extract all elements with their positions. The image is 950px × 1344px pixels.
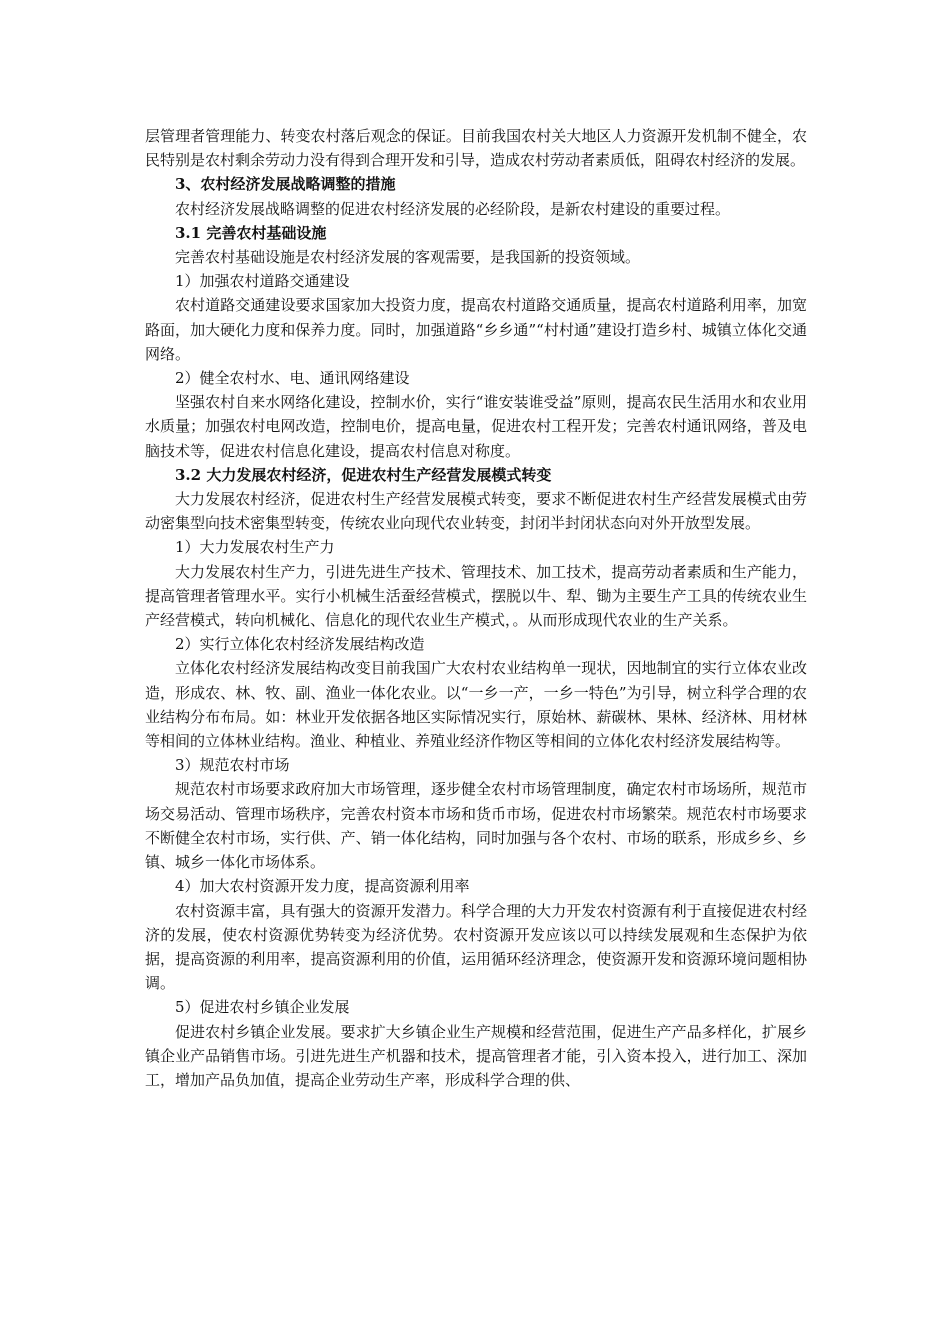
list-item-heading-2: 2）健全农村水、电、通讯网络建设 <box>175 369 410 388</box>
list-item-heading-5: 5）促进农村乡镇企业发展 <box>175 998 350 1017</box>
paragraph-4: 完善农村基础设施是农村经济发展的客观需要，是我国新的投资领域。 <box>175 248 641 267</box>
paragraph-20: 促进农村乡镇企业发展。要求扩大乡镇企业生产规模和经营范围，促进生产产品多样化，扩展乡镇企业产品销售市场。引进先进生产机器和技术，提高管理者才能，引入资本投入，进行加工、深加工，增加产品负加值，提高企业劳动生产率，形成科学合理的供、 <box>145 1022 807 1089</box>
list-item-heading-1: 1）加强农村道路交通建设 <box>175 272 350 291</box>
list-item-heading-1b: 1）大力发展农村生产力 <box>175 538 335 557</box>
list-item-heading-4: 4）加大农村资源开发力度，提高资源利用率 <box>175 877 470 896</box>
list-item-heading-2b: 2）实行立体化农村经济发展结构改造 <box>175 635 425 654</box>
subsection-heading-3-2: 3.2 大力发展农村经济，促进农村生产经营发展模式转变 <box>175 465 552 484</box>
paragraph-6: 农村道路交通建设要求国家加大投资力度，提高农村道路交通质量，提高农村道路利用率，加宽路面，加大硬化力度和保养力度。同时，加强道路“乡乡通”“村村通”建设打造乡村、城镇立体化交通网络。 <box>145 296 807 363</box>
document-page <box>145 124 807 1092</box>
paragraph-16: 规范农村市场要求政府加大市场管理，逐步健全农村市场管理制度，确定农村市场场所，规范市场交易活动、管理市场秩序，完善农村资本市场和货币市场，促进农村市场繁荣。规范农村市场要求不断健全农村市场，实行供、产、销一体化结构，同时加强与各个农村、市场的联系，形成乡乡、乡镇、城乡一体化市场体系。 <box>145 780 807 872</box>
paragraph-0: 层管理者管理能力、转变农村落后观念的保证。目前我国农村关大地区人力资源开发机制不健全，农民特别是农村剩余劳动力没有得到合理开发和引导，造成农村劳动者素质低，阻碍农村经济的发展。 <box>145 127 807 170</box>
list-item-heading-3: 3）规范农村市场 <box>175 756 290 775</box>
paragraph-18: 农村资源丰富，具有强大的资源开发潜力。科学合理的大力开发农村资源有利于直接促进农村经济的发展，使农村资源优势转变为经济优势。农村资源开发应该以可以持续发展观和生态保护为依据，提高资源的利用率，提高资源利用的价值，运用循环经济理念，使资源开发和资源环境问题相协调。 <box>145 901 807 993</box>
subsection-heading-3-1: 3.1 完善农村基础设施 <box>175 223 327 242</box>
paragraph-2: 农村经济发展战略调整的促进农村经济发展的必经阶段，是新农村建设的重要过程。 <box>175 199 731 218</box>
paragraph-10: 大力发展农村经济，促进农村生产经营发展模式转变，要求不断促进农村生产经营发展模式由劳动密集型向技术密集型转变，传统农业向现代农业转变，封闭半封闭状态向对外开放型发展。 <box>145 490 807 533</box>
paragraph-14: 立体化农村经济发展结构改变目前我国广大农村农业结构单一现状，因地制宜的实行立体农业改造，形成农、林、牧、副、渔业一体化农业。以“一乡一产，一乡一特色”为引导，树立科学合理的农业结构分布布局。如：林业开发依据各地区实际情况实行，原始林、薪碳林、果林、经济林、用材林等相间的立体林业结构。渔业、种植业、养殖业经济作物区等相间的立体化农村经济发展结构等。 <box>145 659 807 751</box>
paragraph-12: 大力发展农村生产力，引进先进生产技术、管理技术、加工技术，提高劳动者素质和生产能力，提高管理者管理水平。实行小机械生活蚕经营模式，摆脱以牛、犁、锄为主要生产工具的传统农业生产经营模式，转向机械化、信息化的现代农业生产模式，。从而形成现代农业的生产关系。 <box>145 562 807 630</box>
section-heading-3: 3、农村经济发展战略调整的措施 <box>175 175 396 194</box>
paragraph-8: 坚强农村自来水网络化建设，控制水价，实行“谁安装谁受益”原则，提高农民生活用水和农业用水质量；加强农村电网改造，控制电价，提高电量，促进农村工程开发；完善农村通讯网络，普及电脑技术等，促进农村信息化建设，提高农村信息对称度。 <box>145 393 807 460</box>
